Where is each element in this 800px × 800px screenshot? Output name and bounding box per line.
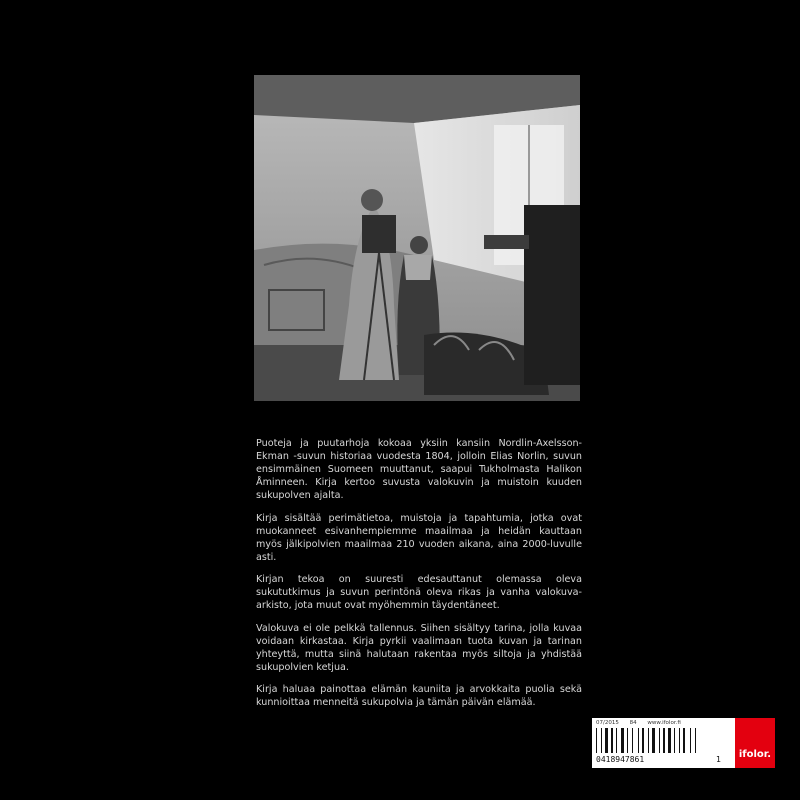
brand-text: ifolor. — [738, 749, 772, 760]
vintage-photo — [254, 75, 580, 401]
barcode-icon — [596, 728, 726, 753]
barcode-label — [592, 718, 775, 768]
paragraph-5: Kirja haluaa painottaa elämän kauniita ja arvokkaita puolia sekä kunnioittaa menneitä sukupolvia ja tämän päivän elämää. — [256, 684, 582, 708]
ifolor-logo — [735, 718, 775, 768]
label-meta — [596, 720, 690, 726]
vintage-photo-icon — [254, 75, 580, 401]
label-url: www.ifolor.fi — [647, 720, 681, 726]
paragraph-4: Valokuva ei ole pelkkä tallennus. Siihen sisältyy tarina, jolla kuvaa voidaan kirkastaa. Kirja pyrkii vaalimaan tuota kuvan ja tarinan yhteyttä, mutta siinä halutaan rakentaa myös siltoja ja yhdistää sukupolvien ketjua. — [256, 622, 582, 673]
label-date: 07/2015 — [596, 720, 619, 726]
back-cover-text — [256, 437, 582, 719]
label-pages: 84 — [629, 720, 637, 726]
paragraph-2: Kirja sisältää perimätietoa, muistoja ja tapahtumia, jotka ovat muokanneet esivanhempiemme maailmaa ja heidän kauttaan myös jälkipolvien maailmaa 210 vuoden aikana, aina 2000-luvulle asti. — [256, 512, 582, 563]
label-count: 1 — [716, 755, 722, 764]
label-code: 0418947861 — [596, 755, 645, 764]
paragraph-3: Kirjan tekoa on suuresti edesauttanut olemassa oleva sukututkimus ja suvun perintönä oleva rikas ja vanha valokuva-arkisto, jota muut ovat myöhemmin täydentäneet. — [256, 574, 582, 611]
paragraph-1: Puoteja ja puutarhoja kokoaa yksiin kansiin Nordlin-Axelsson-Ekman -suvun historiaa vuodesta 1804, jolloin Elias Norlin, suvun ensimmäinen Suomeen muuttanut, saapui Tukholmasta Halikon Åminneen. Kirja kertoo suvusta valokuvin ja muistoin kuuden sukupolven ajalta. — [256, 438, 582, 501]
